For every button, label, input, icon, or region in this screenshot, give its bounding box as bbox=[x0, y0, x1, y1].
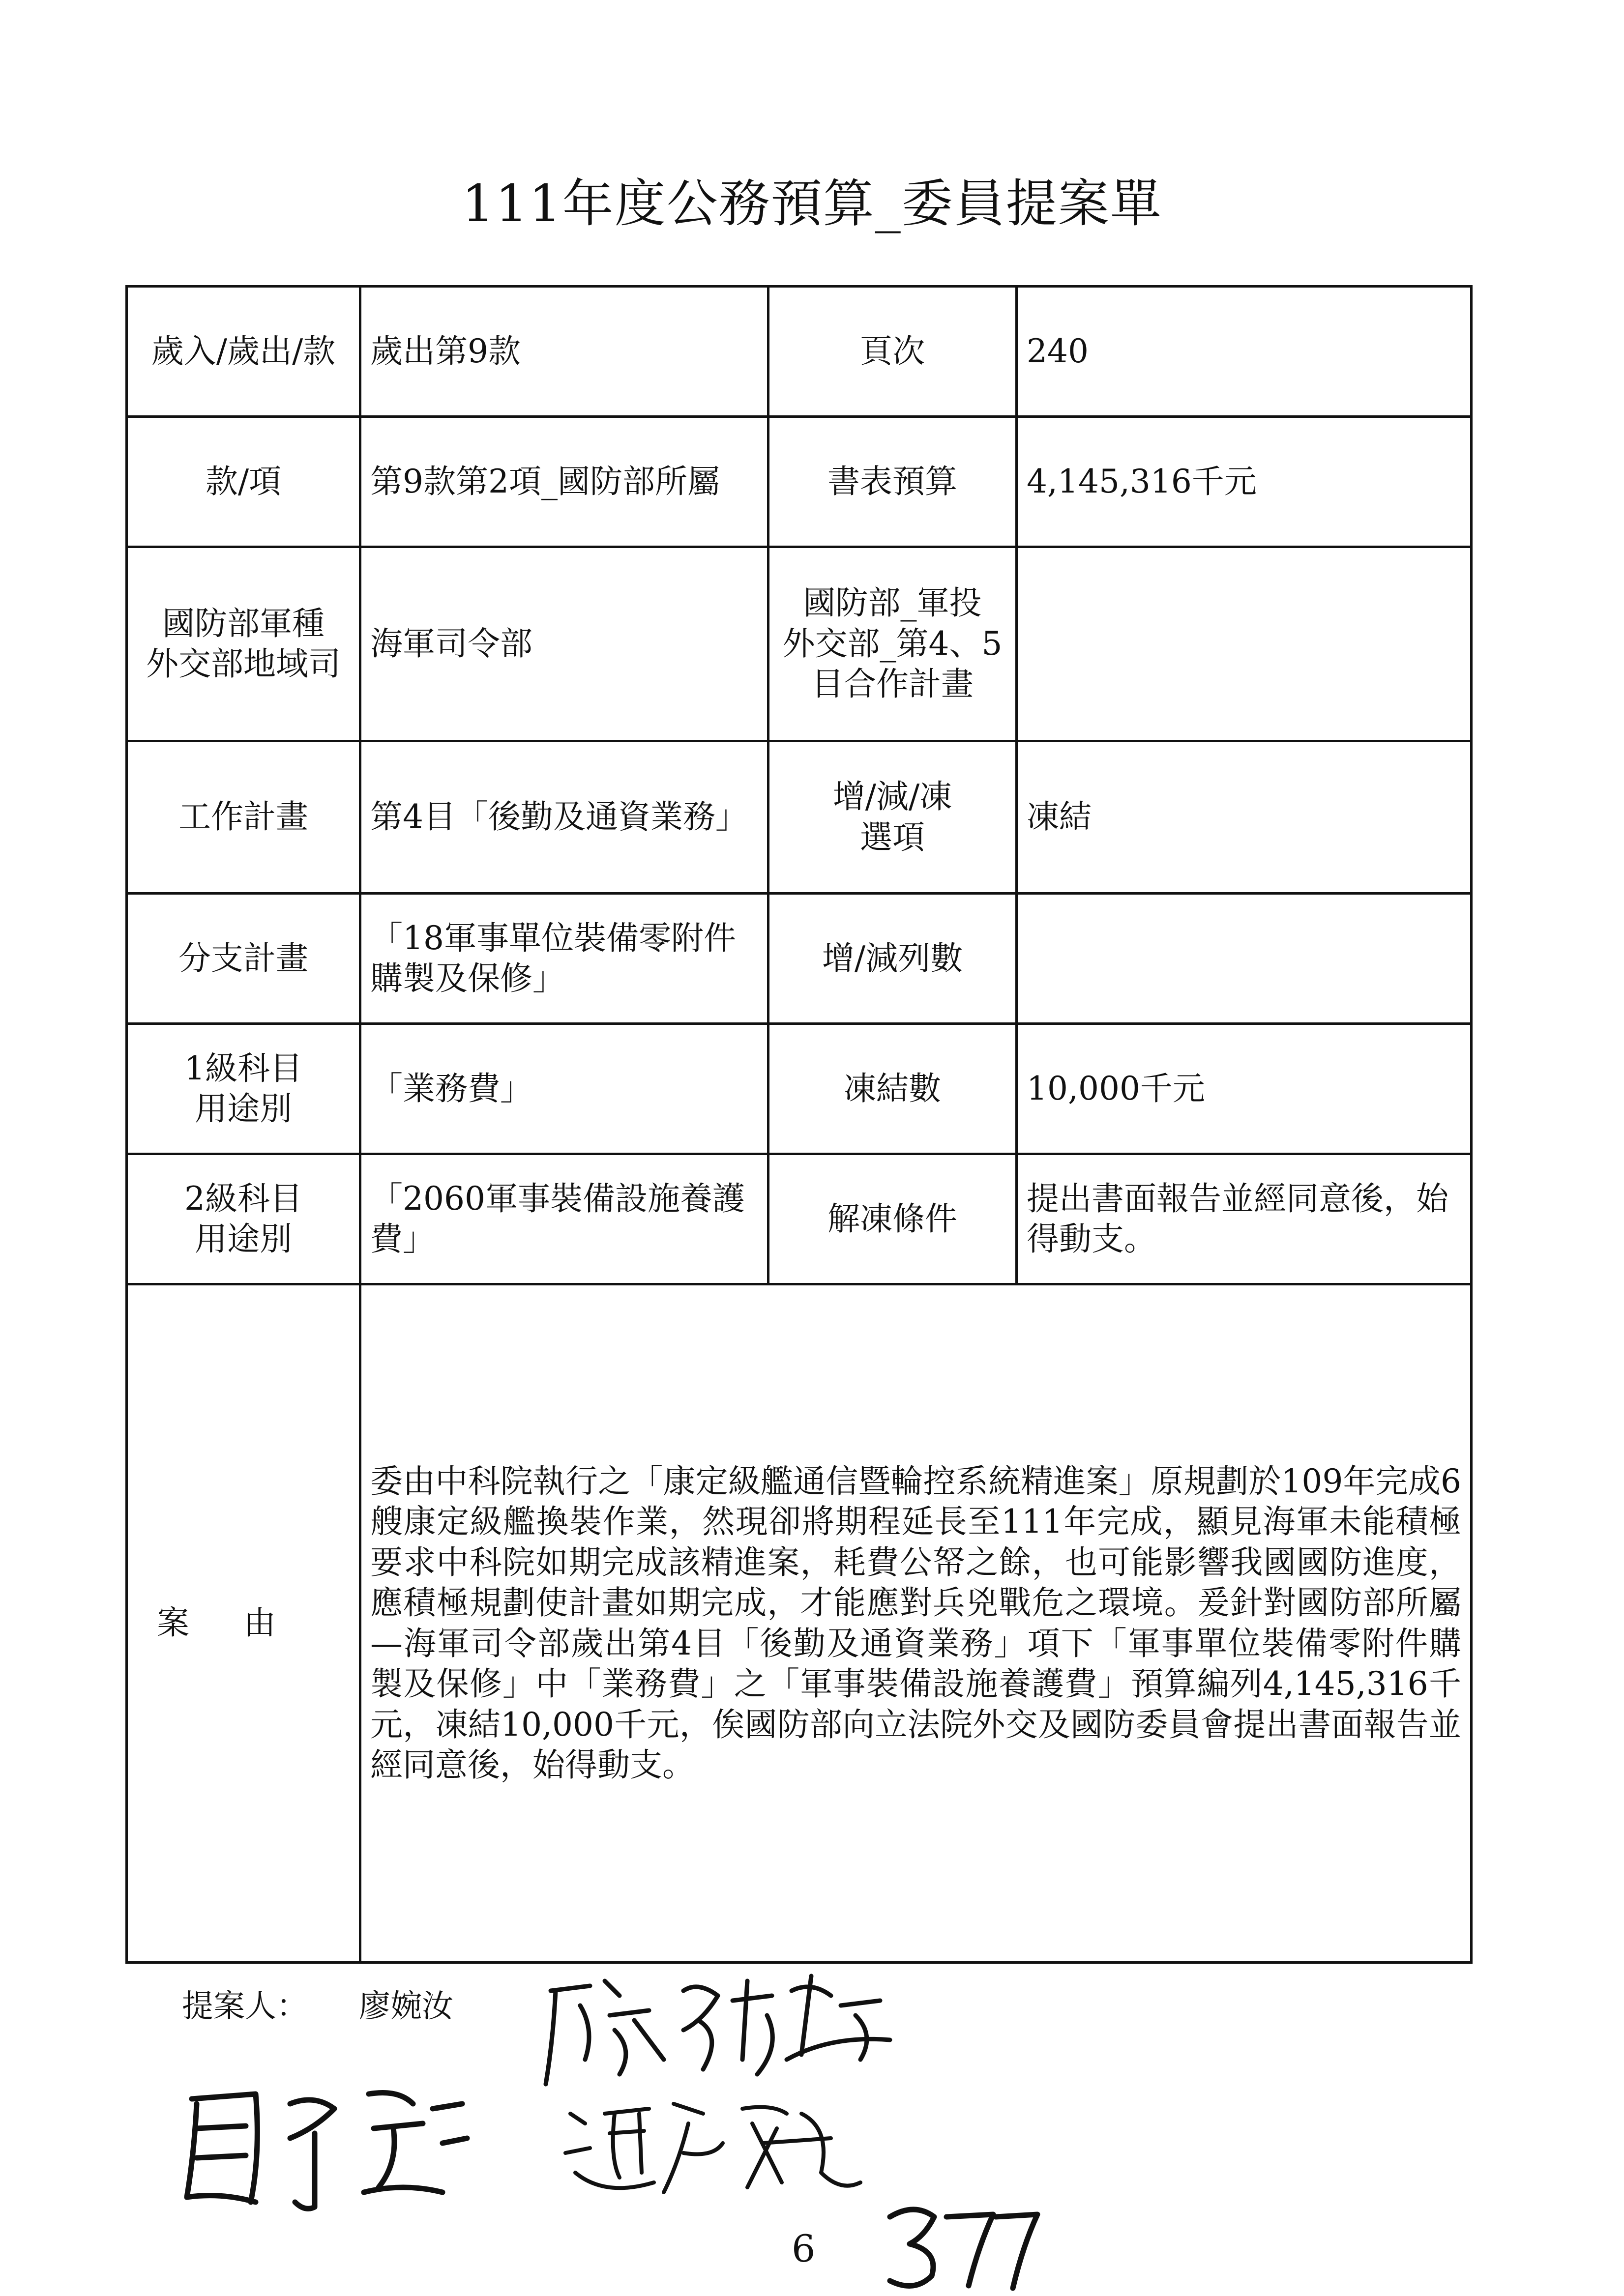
form-row bbox=[127, 741, 1472, 894]
row-label: 凍結數 bbox=[768, 1024, 1017, 1154]
row-label: 2級科目 用途別 bbox=[127, 1154, 360, 1284]
reason-label: 案由 bbox=[127, 1284, 360, 1963]
handwritten-number bbox=[880, 2197, 1042, 2296]
row-value: 「18軍事單位裝備零附件購製及保修」 bbox=[360, 894, 768, 1024]
row-label: 分支計畫 bbox=[127, 894, 360, 1024]
row-label: 增/減/凍 選項 bbox=[768, 741, 1017, 894]
reason-text: 委由中科院執行之「康定級艦通信暨輪控系統精進案」原規劃於109年完成6艘康定級艦換裝作業，然現卻將期程延長至111年完成，顯見海軍未能積極要求中科院如期完成該精進案，耗費公帑之餘，也可能影響我國國防進度，應積極規劃使計畫如期完成，才能應對兵兇戰危之環境。爰針對國防部所屬—海軍司令部歲出第4目「後勤及通資業務」項下「軍事單位裝備零附件購製及保修」中「業務費」之「軍事裝備設施養護費」預算編列4,145,316千元，凍結10,000千元，俟國防部向立法院外交及國防委員會提出書面報告並經同意後，始得動支。 bbox=[360, 1284, 1472, 1963]
row-label: 1級科目 用途別 bbox=[127, 1024, 360, 1154]
signature-3 bbox=[556, 2084, 870, 2207]
proposer-label: 提案人： bbox=[182, 1988, 308, 2025]
row-label: 增/減列數 bbox=[768, 894, 1017, 1024]
row-value bbox=[1017, 547, 1472, 741]
row-label: 解凍條件 bbox=[768, 1154, 1017, 1284]
row-label: 頁次 bbox=[768, 287, 1017, 417]
form-row bbox=[127, 547, 1472, 741]
reason-row bbox=[127, 1284, 1472, 1963]
row-value: 提出書面報告並經同意後，始得動支。 bbox=[1017, 1154, 1472, 1284]
proposal-form-table bbox=[125, 285, 1473, 1964]
form-row bbox=[127, 1154, 1472, 1284]
row-value: 4,145,316千元 bbox=[1017, 417, 1472, 547]
row-value: 海軍司令部 bbox=[360, 547, 768, 741]
page-number: 6 bbox=[792, 2227, 816, 2270]
row-label: 工作計畫 bbox=[127, 741, 360, 894]
row-label: 書表預算 bbox=[768, 417, 1017, 547]
form-row bbox=[127, 287, 1472, 417]
form-title: 111年度公務預算_委員提案單 bbox=[462, 174, 1162, 233]
form-row bbox=[127, 894, 1472, 1024]
proposer-name: 廖婉汝 bbox=[359, 1988, 453, 2025]
signature-1 bbox=[536, 1961, 910, 2089]
row-value: 240 bbox=[1017, 287, 1472, 417]
row-value: 10,000千元 bbox=[1017, 1024, 1472, 1154]
row-value: 「2060軍事裝備設施養護費」 bbox=[360, 1154, 768, 1284]
form-row bbox=[127, 417, 1472, 547]
row-value: 「業務費」 bbox=[360, 1024, 768, 1154]
row-label: 國防部軍種 外交部地域司 bbox=[127, 547, 360, 741]
row-value: 第4目「後勤及通資業務」 bbox=[360, 741, 768, 894]
row-value bbox=[1017, 894, 1472, 1024]
row-value: 歲出第9款 bbox=[360, 287, 768, 417]
form-row bbox=[127, 1024, 1472, 1154]
row-label: 歲入/歲出/款 bbox=[127, 287, 360, 417]
row-label: 款/項 bbox=[127, 417, 360, 547]
row-value: 凍結 bbox=[1017, 741, 1472, 894]
row-value: 第9款第2項_國防部所屬 bbox=[360, 417, 768, 547]
row-label: 國防部_軍投 外交部_第4、5 目合作計畫 bbox=[768, 547, 1017, 741]
signature-2 bbox=[167, 2064, 482, 2227]
